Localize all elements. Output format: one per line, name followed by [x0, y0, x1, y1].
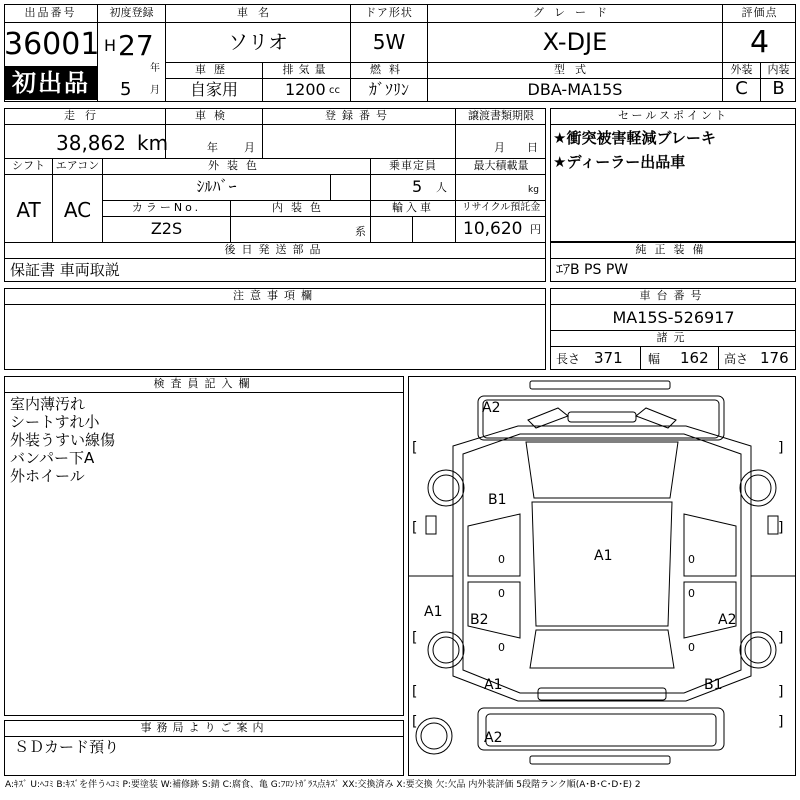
sales-point-2: ★ディーラー出品車	[553, 153, 686, 171]
recycle-unit: 円	[530, 223, 541, 236]
zero-mark: 0	[688, 587, 695, 600]
interior-color-unit: 系	[355, 225, 366, 238]
zero-mark: 0	[688, 553, 695, 566]
front-bumper-top-icon	[530, 381, 670, 389]
month-unit: 月	[150, 85, 160, 96]
capacity-label: 乗車定員	[389, 159, 437, 172]
inspector-label: 検査員記入欄	[153, 377, 256, 390]
inspection-year-unit: 年	[207, 141, 218, 154]
rear-light-bar-icon	[538, 688, 666, 700]
bracket-mark: ]	[778, 440, 784, 456]
bracket-mark: [	[412, 684, 418, 700]
bracket-mark: ]	[778, 630, 784, 646]
inspection-label: 車検	[195, 109, 233, 122]
zero-mark: 0	[498, 587, 505, 600]
interior-color-label: 内装色	[272, 201, 329, 214]
fuel-label: 燃料	[370, 63, 408, 76]
bracket-mark: [	[412, 630, 418, 646]
divider	[4, 392, 404, 393]
transfer-month-unit: 月	[494, 141, 505, 154]
inspection-month-unit: 月	[244, 141, 255, 154]
inspector-line-1: 室内薄汚れ	[10, 395, 86, 413]
registration-year: 27	[118, 29, 154, 62]
chassis-label: 車台番号	[639, 289, 708, 302]
divider	[4, 258, 546, 259]
first-listing-badge: 初出品	[5, 66, 97, 100]
height-label: 高さ	[724, 352, 749, 366]
notes-label: 注意事項欄	[233, 289, 318, 302]
rear-window-icon	[530, 630, 674, 668]
car-name: ソリオ	[228, 30, 288, 54]
displacement: 1200	[285, 80, 326, 99]
exterior-grade: C	[735, 78, 748, 99]
roof-icon	[532, 502, 672, 626]
zero-mark: 0	[498, 553, 505, 566]
transfer-deadline-label: 譲渡書類期限	[468, 109, 534, 122]
capacity: 5	[412, 177, 423, 196]
history-label: 車歴	[195, 63, 233, 76]
bracket-mark: [	[412, 714, 418, 730]
mileage-unit: km	[137, 131, 169, 155]
bracket-mark: [	[412, 520, 418, 536]
windshield-icon	[526, 442, 678, 498]
damage-mark: A2	[718, 612, 737, 628]
divider	[550, 258, 796, 259]
displacement-unit: cc	[329, 85, 340, 96]
ac-label: エアコン	[55, 159, 100, 172]
height: 176	[760, 349, 789, 367]
max-load-unit: kg	[528, 185, 539, 195]
mileage-label: 走行	[64, 109, 106, 122]
divider	[4, 736, 404, 737]
inspector-line-5: 外ホイール	[10, 467, 85, 485]
front-body-outline-icon	[483, 400, 719, 438]
divider	[165, 78, 796, 79]
left-mirror-icon	[426, 516, 436, 534]
divider	[330, 174, 331, 200]
front-body-outer-icon	[478, 396, 724, 440]
inspector-line-4: バンパー下A	[10, 449, 95, 467]
grade: X-DJE	[542, 28, 608, 56]
inspector-line-2: シートすれ小	[10, 413, 100, 431]
shift: AT	[16, 198, 41, 222]
recycle-fee: 10,620	[463, 219, 523, 239]
car-name-label: 車名	[237, 6, 279, 19]
era: H	[104, 36, 117, 55]
zero-mark: 0	[498, 641, 505, 654]
bracket-mark: [	[412, 440, 418, 456]
later-parts-label: 後日発送部品	[224, 243, 327, 256]
later-parts: 保証書 車両取説	[10, 261, 120, 279]
damage-mark: B2	[470, 612, 489, 628]
length-label: 長さ	[556, 352, 581, 366]
divider	[640, 346, 641, 370]
sales-point-1: ★衝突被害軽減ブレーキ	[553, 129, 716, 147]
door-label: ドア形状	[365, 6, 413, 19]
interior-grade-label: 内装	[767, 63, 790, 76]
left-rear-door-icon	[468, 582, 520, 638]
fuel: ｶﾞｿﾘﾝ	[368, 80, 409, 99]
bracket-mark: ]	[778, 684, 784, 700]
divider	[550, 346, 796, 347]
exterior-color: ｼﾙﾊﾞｰ	[196, 177, 237, 196]
divider	[102, 216, 546, 217]
plate-label: 登録番号	[325, 109, 393, 122]
import-label: 輸入車	[392, 201, 434, 214]
divider	[550, 124, 796, 125]
car-diagram	[408, 376, 796, 776]
score: 4	[749, 25, 770, 60]
equipment-label: 純正装備	[635, 243, 712, 256]
mileage: 38,862	[56, 131, 126, 155]
history: 自家用	[189, 80, 238, 99]
damage-mark: B1	[704, 677, 723, 693]
score-label: 評価点	[741, 6, 778, 19]
door-type: 5W	[372, 30, 406, 54]
grille-icon	[568, 412, 636, 422]
damage-mark: A2	[482, 400, 501, 416]
damage-mark: A1	[424, 604, 443, 620]
office-label: 事務局よりご案内	[140, 721, 269, 734]
model-label: 型式	[554, 63, 596, 76]
divider	[4, 22, 97, 23]
first-registration-label: 初度登録	[109, 6, 154, 19]
grade-label: グレード	[533, 6, 617, 19]
right-mirror-icon	[768, 516, 778, 534]
inspector-line-3: 外装うすい線傷	[10, 431, 116, 449]
interior-grade: B	[772, 78, 785, 99]
rear-bumper-icon	[530, 756, 670, 764]
registration-month: 5	[120, 79, 132, 100]
color-number: Z2S	[150, 219, 183, 238]
damage-mark: A2	[484, 730, 503, 746]
left-front-door-icon	[468, 514, 520, 576]
damage-mark: A1	[594, 548, 613, 564]
displacement-label: 排気量	[282, 63, 331, 76]
divider	[4, 124, 546, 125]
lot-number-label: 出品番号	[24, 6, 77, 19]
specs-label: 諸元	[656, 331, 691, 344]
recycle-label: リサイクル預託金	[461, 202, 541, 213]
damage-mark: A1	[484, 677, 503, 693]
transfer-day-unit: 日	[527, 141, 538, 154]
length: 371	[594, 349, 623, 367]
right-headlight-icon	[636, 408, 676, 428]
max-load-label: 最大積載量	[473, 159, 529, 172]
legend: A:ｷｽﾞ U:ﾍｺﾐ B:ｷｽﾞを伴うﾍｺﾐ P:要塗装 W:補修跡 S:錆 C:腐食、亀 G:ﾌﾛﾝﾄｶﾞﾗｽ点ｷｽﾞ XX:交換済み X:要交換 欠:欠品 内外装評価 5段階ランク順(A･B･C･D･E) 2	[5, 780, 641, 790]
bracket-mark: ]	[778, 714, 784, 730]
equipment: ｴｱB PS PW	[556, 262, 629, 278]
divider	[550, 304, 796, 305]
divider	[97, 22, 796, 23]
color-number-label: カラーNo.	[131, 201, 202, 214]
year-unit: 年	[150, 63, 160, 74]
lot-number: 36001	[4, 27, 100, 62]
divider	[412, 216, 413, 242]
divider	[4, 304, 546, 305]
office-note: ＳＤカード預り	[14, 738, 120, 756]
shift-label: シフト	[12, 159, 45, 172]
width-label: 幅	[648, 352, 661, 366]
divider	[4, 174, 546, 175]
capacity-unit: 人	[436, 181, 447, 194]
zero-mark: 0	[688, 641, 695, 654]
bracket-mark: ]	[778, 520, 784, 536]
divider	[718, 346, 719, 370]
rear-body-inner-icon	[486, 714, 716, 746]
exterior-color-label: 外装色	[208, 159, 265, 172]
sales-points-label: セールスポイント	[617, 109, 729, 122]
ac: AC	[63, 198, 92, 222]
width: 162	[680, 349, 709, 367]
chassis-number: MA15S-526917	[612, 308, 735, 327]
model: DBA-MA15S	[527, 80, 623, 99]
exterior-grade-label: 外装	[730, 63, 753, 76]
left-headlight-icon	[528, 408, 568, 428]
damage-mark: B1	[488, 492, 507, 508]
